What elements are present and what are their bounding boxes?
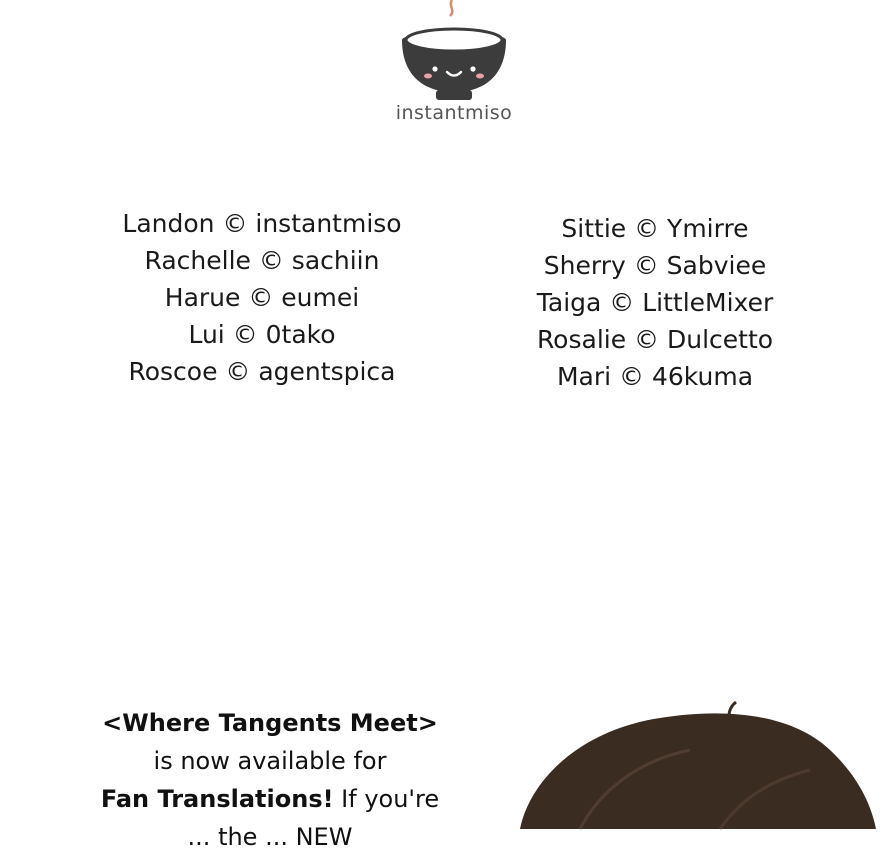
credits-list-left: [92, 205, 432, 390]
credit-line: Sittie © Ymirre: [561, 214, 749, 243]
credits-list-right: [485, 210, 825, 395]
announcement-line-cut: ... the ... NEW: [187, 823, 353, 851]
announcement-line: [60, 780, 480, 818]
credit-line: Rachelle © sachiin: [144, 246, 380, 275]
miso-bowl-icon: [392, 0, 516, 110]
credit-line: Landon © instantmiso: [122, 209, 402, 238]
announcement-text: If you're: [333, 785, 440, 813]
credit-line: Mari © 46kuma: [556, 362, 754, 391]
logo-text: instantmiso: [395, 102, 513, 124]
credit-line: Rosalie © Dulcetto: [536, 325, 774, 354]
character-hair-illustration: [520, 690, 890, 829]
announcement-title: <Where Tangents Meet>: [102, 709, 438, 737]
credit-line: Lui © 0tako: [188, 320, 336, 349]
credit-line: Taiga © LittleMixer: [536, 288, 774, 317]
credit-line: Roscoe © agentspica: [128, 357, 396, 386]
announcement-bold: Fan Translations!: [100, 785, 334, 813]
instantmiso-logo: [392, 0, 516, 132]
fan-translation-announcement: [60, 704, 480, 851]
announcement-line: is now available for: [153, 747, 387, 775]
credit-line: Sherry © Sabviee: [543, 251, 767, 280]
credit-line: Harue © eumei: [164, 283, 360, 312]
